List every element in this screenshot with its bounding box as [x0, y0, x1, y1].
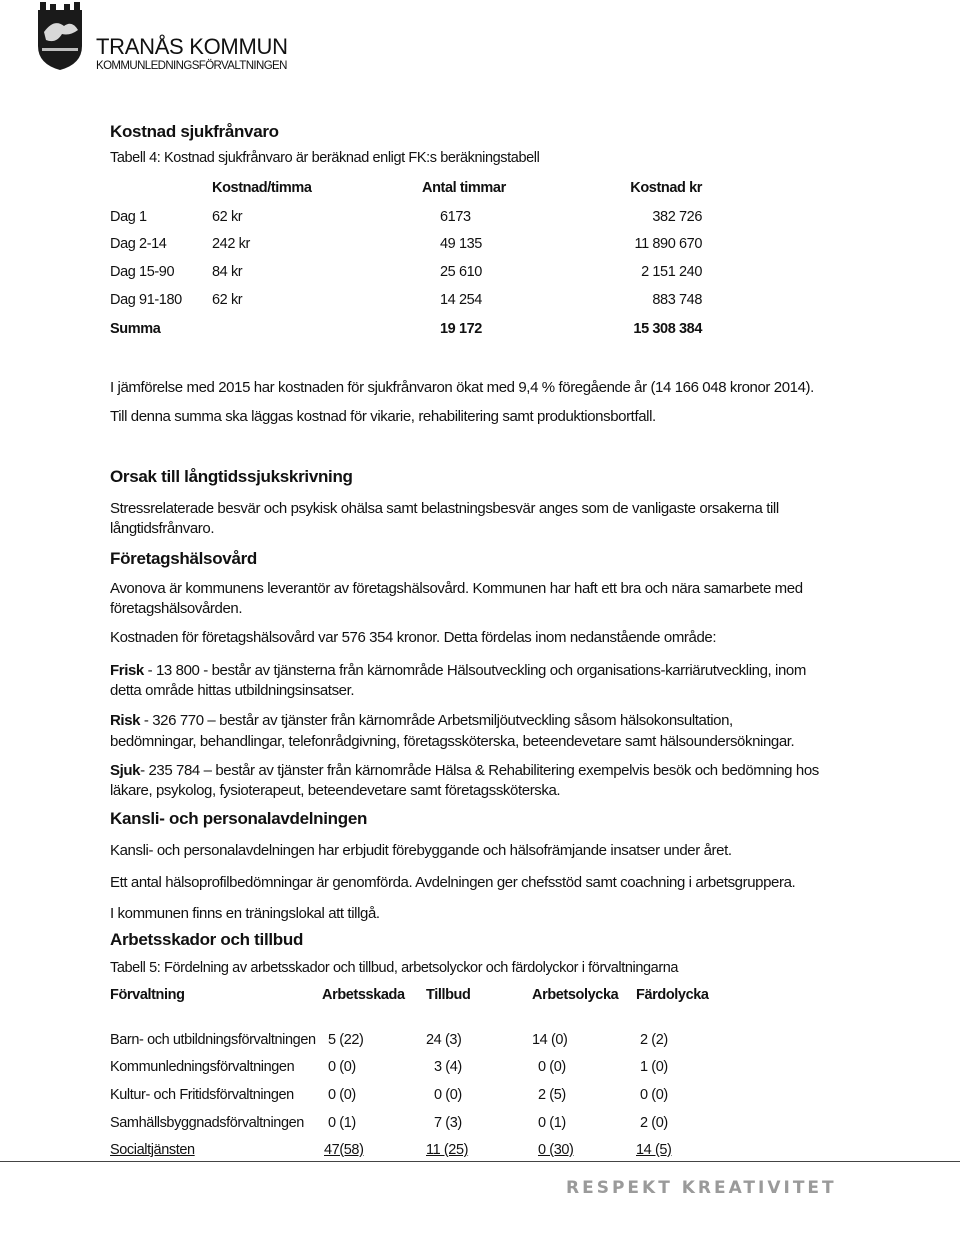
cause-line-1: Stressrelaterade besvär och psykisk ohälsa samt belastningsbesvär anges som de vanligaste orsakerna till: [110, 500, 779, 517]
frisk-label: Frisk: [110, 662, 144, 679]
cause-line-2: långtidsfrånvaro.: [110, 520, 215, 537]
col-incident-header: Tillbud: [426, 987, 471, 1003]
sjuk-line-2: läkare, psykolog, fysioterapeut, beteendevetare samt företagssköterska.: [110, 782, 561, 799]
dept-paragraph-3: I kommunen finns en träningslokal att tillgå.: [110, 905, 380, 922]
cause-heading: Orsak till långtidssjukskrivning: [110, 467, 353, 486]
health-p1-line-2: företagshälsovården.: [110, 600, 243, 617]
dept-heading: Kansli- och personalavdelningen: [110, 809, 368, 828]
frisk-line-1: Frisk - 13 800 - består av tjänsterna från kärnområde Hälsoutveckling och organisations-karriärutveckling, inom: [110, 662, 806, 679]
coat-of-arms-icon: [34, 2, 86, 72]
table4-caption: Tabell 4: Kostnad sjukfrånvaro är beräknad enligt FK:s beräkningstabell: [110, 150, 540, 166]
sjuk-label: Sjuk: [110, 762, 141, 779]
col-injury-header: Arbetsskada: [322, 987, 405, 1003]
col-hours-header: Antal timmar: [422, 180, 506, 196]
sjuk-line-1: Sjuk- 235 784 – består av tjänster från kärnområde Hälsa & Rehabilitering exempelvis besök och bedömning hos: [110, 762, 819, 779]
col-dept-header: Förvaltning: [110, 987, 185, 1003]
col-cost-header: Kostnad kr: [630, 180, 702, 196]
health-cost-paragraph: Kostnaden för företagshälsovård var 576 354 kronor. Detta fördelas inom nedanstående område:: [110, 629, 717, 646]
footer-motto: RESPEKT KREATIVITET: [566, 1178, 837, 1198]
col-commute-header: Färdolycka: [636, 987, 709, 1003]
injuries-heading: Arbetsskador och tillbud: [110, 930, 304, 949]
risk-line-2: bedömningar, behandlingar, telefonrådgivning, företagssköterska, beteendevetare samt hälsoundersökningar.: [110, 733, 795, 750]
col-accident-header: Arbetsolycka: [532, 987, 619, 1003]
health-p1-line-1: Avonova är kommunens leverantör av företagshälsovård. Kommunen har haft ett bra och nära samarbete med: [110, 580, 803, 597]
risk-line-1: Risk - 326 770 – består av tjänster från kärnområde Arbetsmiljöutveckling såsom hälsokonsultation,: [110, 712, 733, 729]
dept-paragraph-1: Kansli- och personalavdelningen har erbjudit förebyggande och hälsofrämjande insatser under året.: [110, 842, 732, 859]
frisk-line-2: detta område hittas utbildningsinsatser.: [110, 682, 355, 699]
sick-cost-heading: Kostnad sjukfrånvaro: [110, 122, 279, 141]
org-unit: KOMMUNLEDNINGSFÖRVALTNINGEN: [96, 60, 287, 72]
health-heading: Företagshälsovård: [110, 549, 258, 568]
col-rate-header: Kostnad/timma: [212, 180, 312, 196]
table5-caption: Tabell 5: Fördelning av arbetsskador och tillbud, arbetsolyckor och färdolyckor i förvaltningarna: [110, 960, 679, 976]
org-name: TRANÅS KOMMUN: [96, 34, 288, 59]
dept-paragraph-2: Ett antal hälsoprofilbedömningar är genomförda. Avdelningen ger chefsstöd samt coachning i arbetsgruppera.: [110, 874, 796, 891]
risk-label: Risk: [110, 712, 141, 729]
footer-rule: [0, 1161, 960, 1162]
comparison-paragraph: I jämförelse med 2015 har kostnaden för sjukfrånvaron ökat med 9,4 % föregående år (14 166 048 kronor 2014).: [110, 379, 814, 396]
additional-cost-paragraph: Till denna summa ska läggas kostnad för vikarie, rehabilitering samt produktionsbortfall.: [110, 408, 656, 425]
